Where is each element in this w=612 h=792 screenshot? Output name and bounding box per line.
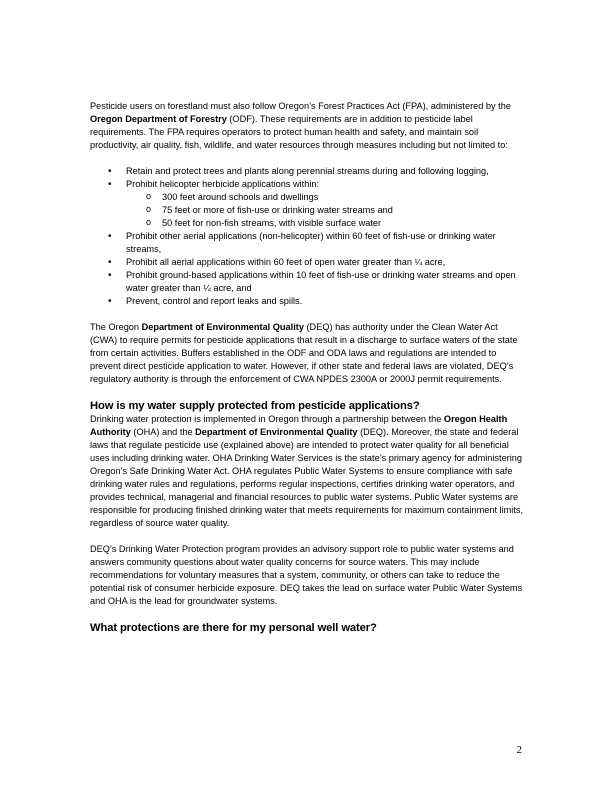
fpa-measures-list bbox=[90, 165, 524, 308]
sub-list-item: o 300 feet around schools and dwellings bbox=[126, 191, 524, 204]
paragraph-drinking-water: Drinking water protection is implemented in Oregon through a partnership between the Oregon Health Authority (OHA) and the Department of Environmental Quality (DEQ). Moreover, the state and federal laws that regulate pesticide use (explained above) are intended to protect water quality for all beneficial uses including drinking water. OHA Drinking Water Services is the state’s primary agency for administering Oregon’s Safe Drinking Water Act. OHA regulates Public Water Systems to ensure compliance with safe drinking water rules and regulations, performs regular inspections, certifies drinking water operators, and provides technical, managerial and financial resources to public water systems. Public Water systems are responsible for producing finished drinking water that meets requirements for maximum containment limits, regardless of source water quality. bbox=[90, 414, 524, 528]
list-item: • Prohibit other aerial applications (non-helicopter) within 60 feet of fish-use or drinking water streams, bbox=[90, 230, 524, 256]
bold-deq-2: Department of Environmental Quality bbox=[195, 427, 358, 437]
helicopter-sublist bbox=[126, 191, 524, 230]
list-item: • Prohibit ground-based applications within 10 feet of fish-use or drinking water streams and open water greater than ¼ acre, and bbox=[90, 269, 524, 295]
sub-list-item: o 50 feet for non-fish streams, with visible surface water bbox=[126, 217, 524, 230]
list-item: • Prohibit helicopter herbicide applications within: o 300 feet around schools and dwellings o 75 feet or more of fish-use or drinking water streams and o 50 feet for non-fish streams, with visible surface water bbox=[90, 178, 524, 230]
list-item: • Prevent, control and report leaks and spills. bbox=[90, 295, 524, 308]
paragraph-deq-program: DEQ’s Drinking Water Protection program provides an advisory support role to public water systems and answers community questions about water quality concerns for source waters. This may include recommendations for voluntary measures that a system, community, or others can take to reduce the potential risk of consumer herbicide exposure. DEQ takes the lead on surface water Public Water Systems and OHA is the lead for groundwater systems. bbox=[90, 544, 523, 606]
bold-oha: Oregon Health Authority bbox=[90, 414, 508, 437]
sub-list-item: o 75 feet or more of fish-use or drinking water streams and bbox=[126, 204, 524, 217]
paragraph-forest-practices: Pesticide users on forestland must also follow Oregon’s Forest Practices Act (FPA), administered by the Oregon Department of Forestry (ODF). These requirements are in addition to pesticide label requirements. The FPA requires operators to protect human health and safety, and maintain soil productivity, air quality, fish, wildlife, and water resources through measures including but not limited to: bbox=[90, 101, 511, 150]
document-body bbox=[90, 100, 524, 635]
list-item: • Prohibit all aerial applications within 60 feet of open water greater than ¼ acre, bbox=[90, 256, 524, 269]
heading-well-water: What protections are there for my personal well water? bbox=[90, 622, 377, 634]
heading-water-supply: How is my water supply protected from pesticide applications? bbox=[90, 400, 420, 412]
list-item: • Retain and protect trees and plants along perennial streams during and following logging, bbox=[90, 165, 524, 178]
bold-odf: Oregon Department of Forestry bbox=[90, 114, 227, 124]
paragraph-deq-authority: The Oregon Department of Environmental Quality (DEQ) has authority under the Clean Water Act (CWA) to require permits for pesticide applications that result in a discharge to surface waters of the state from certain activities. Buffers established in the ODF and ODA laws and regulations are intended to prevent direct pesticide application to water. However, if other state and federal laws are violated, DEQ’s regulatory authority is through the enforcement of CWA NPDES 2300A or 2000J permit requirements. bbox=[90, 322, 518, 384]
page-number: 2 bbox=[516, 744, 522, 756]
bold-deq: Department of Environmental Quality bbox=[141, 322, 304, 332]
